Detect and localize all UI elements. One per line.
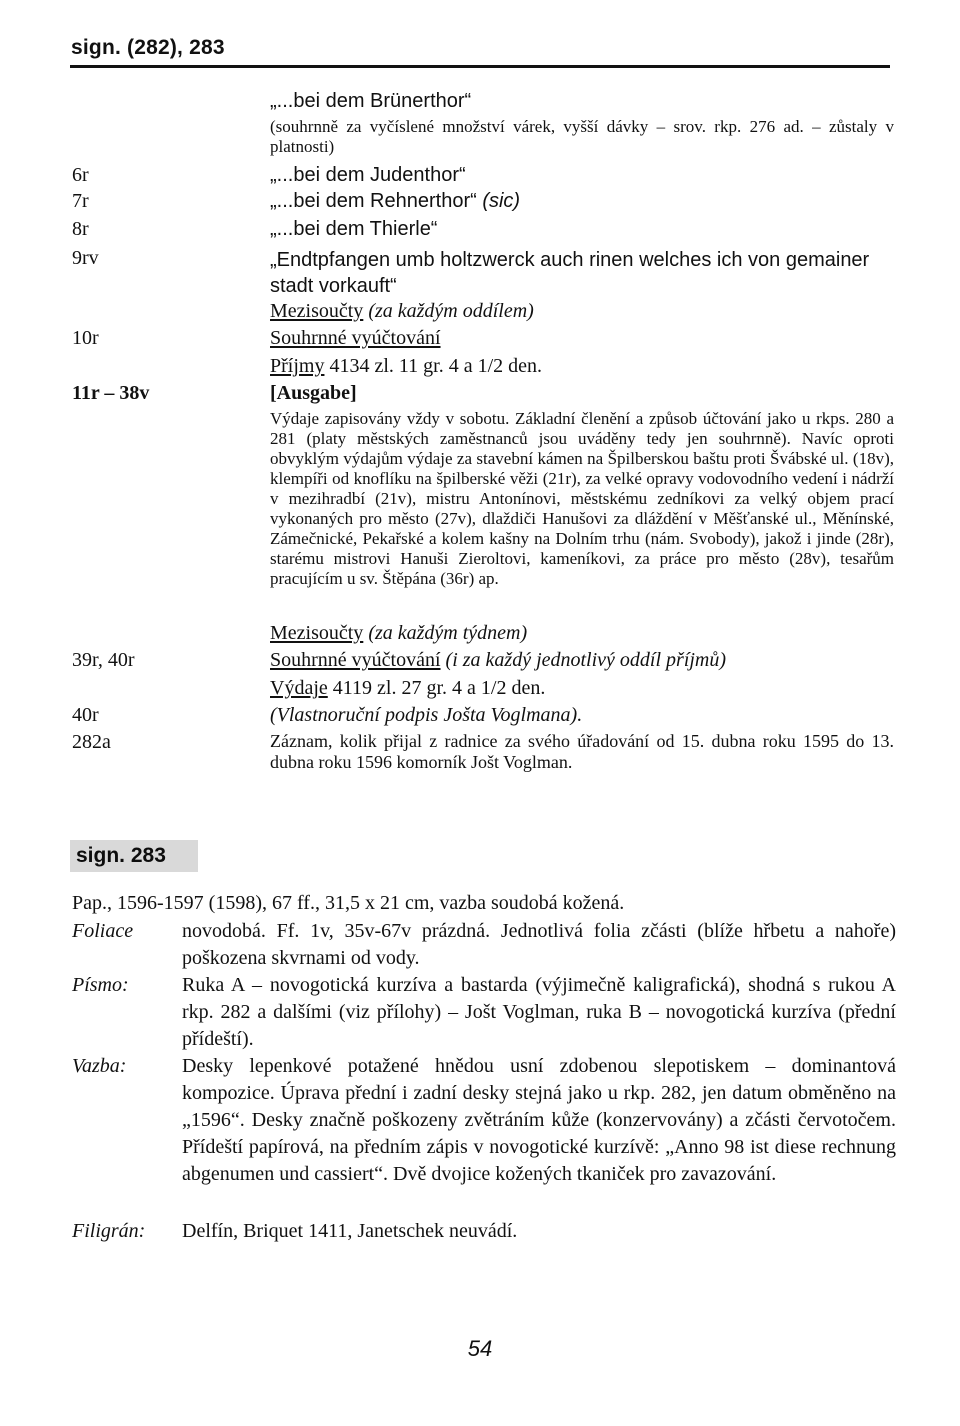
header-rule bbox=[70, 65, 890, 68]
field-label: Foliace bbox=[72, 920, 134, 942]
entry-folio: 7r bbox=[72, 190, 89, 212]
field-label: Vazba: bbox=[72, 1055, 127, 1077]
entry-text: Záznam, kolik přijal z radnice za svého úřadování od 15. dubna roku 1595 do 13. dubna roku 1596 komorník Jošt Voglman. bbox=[270, 731, 894, 772]
field-row bbox=[72, 1053, 896, 1188]
entry-line bbox=[270, 677, 894, 699]
entry bbox=[72, 90, 894, 112]
entry bbox=[72, 355, 894, 377]
entry-text: 4134 zl. 11 gr. 4 a 1/2 den. bbox=[329, 355, 543, 377]
entry-line bbox=[270, 327, 894, 349]
field-value: novodobá. Ff. 1v, 35v-67v prázdná. Jednotlivá folia zčásti (blíže hřbetu a nahoře) poškozena skvrnami od vody. bbox=[182, 920, 896, 969]
entry-label: Souhrnné vyúčtování bbox=[270, 649, 441, 671]
field-value: Delfín, Briquet 1411, Janetschek neuvádí. bbox=[182, 1220, 518, 1242]
entry bbox=[72, 164, 894, 186]
entry bbox=[72, 117, 894, 157]
entry-line bbox=[270, 300, 894, 322]
entry-line bbox=[270, 190, 894, 212]
page-number: 54 bbox=[467, 1336, 493, 1361]
entry bbox=[72, 327, 894, 349]
entry-note: (i za každý jednotlivý oddíl příjmů) bbox=[445, 649, 727, 671]
entry-text: „...bei dem Rehnerthor“ bbox=[270, 190, 477, 212]
entry-note: (za každým týdnem) bbox=[368, 622, 528, 644]
entry-note: (za každým oddílem) bbox=[368, 300, 534, 322]
entry bbox=[72, 218, 894, 240]
field-value: Ruka A – novogotická kurzíva a bastarda (výjimečně kaligrafická), shodná s rukou A rkp. 282 a dalšími (viz přílohy) – Jošt Voglman, ruka B – novogotická kurzíva (přední přídeští). bbox=[182, 974, 896, 1050]
entry bbox=[72, 409, 894, 589]
field-value: Desky lepenkové potažené hnědou usní zdobenou slepotiskem – dominantová kompozice. Úprava přední i zadní desky stejná jako u rkp. 282, jen datum obměněno na „1596“. Desky značně poškozeny zvětráním kůže (konzervovány) a zčásti červotočem. Přídeští papírová, na předním zápis v novogotické kurzívě: „Anno 98 ist diese rechnung abgenumen und cassiert“. Dvě dvojice kožených tkaniček pro zavazování. bbox=[182, 1055, 896, 1185]
entry-text: (souhrnně za vyčíslené množství várek, vyšší dávky – srov. rkp. 276 ad. – zůstaly v platnosti) bbox=[270, 117, 894, 156]
entry-label: Výdaje bbox=[270, 677, 328, 699]
entry bbox=[72, 622, 894, 644]
entry bbox=[72, 677, 894, 699]
entry-text: Výdaje zapisovány vždy v sobotu. Základní členění a způsob účtování jako u rkps. 280 a 281 (platy městských zaměstnanců jsou uváděny tedy jen souhrnně). Navíc oproti obvyklým výdajům výdaje za stavební kámen na Špilberskou baštu proti Švábské ul. (18v), klempíři od knoflíku na špilberské věži (21r), za velké opravy vodovodního vedení i nádrží v mezihradbí (21v), mistru Antonínovi, městskému zedníkovi za velký objem prací vykonaných pro město (27v), dlaždiči Hanušovi za dláždění v Měšťanské ul., Měnínské, Zámečnické, Pekařské a kolem kašny na Dolním trhu (nám. Svobody), jakož i jinde (28r), starému mistrovi Hanuši Zieroltovi, kameníkovi, za práce pro město (28v), tesařům pracujícím u sv. Štěpána (36r) ap. bbox=[270, 409, 894, 588]
entry bbox=[72, 247, 894, 299]
entry-folio: 8r bbox=[72, 218, 89, 240]
entry-text: [Ausgabe] bbox=[270, 382, 357, 404]
field-row bbox=[72, 1218, 896, 1245]
field-row bbox=[72, 918, 896, 972]
entry-label: Mezisoučty bbox=[270, 622, 364, 644]
entry-note: (Vlastnoruční podpis Jošta Voglmana). bbox=[270, 704, 583, 726]
entry-text: „...bei dem Thierle“ bbox=[270, 218, 438, 240]
field-label: Písmo: bbox=[72, 974, 129, 996]
entry-note: (sic) bbox=[482, 190, 521, 212]
entry bbox=[72, 382, 894, 404]
field-label: Filigrán: bbox=[72, 1220, 146, 1242]
entry-folio: 282a bbox=[72, 731, 111, 753]
entry-line bbox=[270, 649, 894, 671]
entry-folio: 40r bbox=[72, 704, 99, 726]
entry-text: 4119 zl. 27 gr. 4 a 1/2 den. bbox=[332, 677, 546, 699]
entry-text: „Endtpfangen umb holtzwerck auch rinen welches ich von gemainer stadt vorkauft“ bbox=[270, 249, 870, 297]
running-header: sign. (282), 283 bbox=[71, 36, 225, 59]
entry-text: „...bei dem Brünerthor“ bbox=[270, 90, 472, 112]
entry-label: Souhrnné vyúčtování bbox=[270, 327, 441, 349]
entry-folio: 39r, 40r bbox=[72, 649, 135, 671]
entry-folio: 6r bbox=[72, 164, 89, 186]
entry-folio: 10r bbox=[72, 327, 99, 349]
entry bbox=[72, 649, 894, 671]
entry bbox=[72, 731, 894, 773]
summary-text: Pap., 1596-1597 (1598), 67 ff., 31,5 x 21 cm, vazba soudobá kožená. bbox=[72, 892, 625, 914]
entry-folio: 11r – 38v bbox=[72, 382, 150, 404]
entry-line bbox=[270, 622, 894, 644]
entry bbox=[72, 300, 894, 322]
entry-label: Příjmy bbox=[270, 355, 325, 377]
section-summary bbox=[72, 890, 896, 917]
field-row bbox=[72, 972, 896, 1053]
section-badge: sign. 283 bbox=[70, 840, 198, 872]
entry bbox=[72, 190, 894, 212]
entry-folio: 9rv bbox=[72, 247, 99, 269]
entry bbox=[72, 704, 894, 726]
entry-line bbox=[270, 355, 894, 377]
entry-label: Mezisoučty bbox=[270, 300, 364, 322]
entry-text: „...bei dem Judenthor“ bbox=[270, 164, 466, 186]
